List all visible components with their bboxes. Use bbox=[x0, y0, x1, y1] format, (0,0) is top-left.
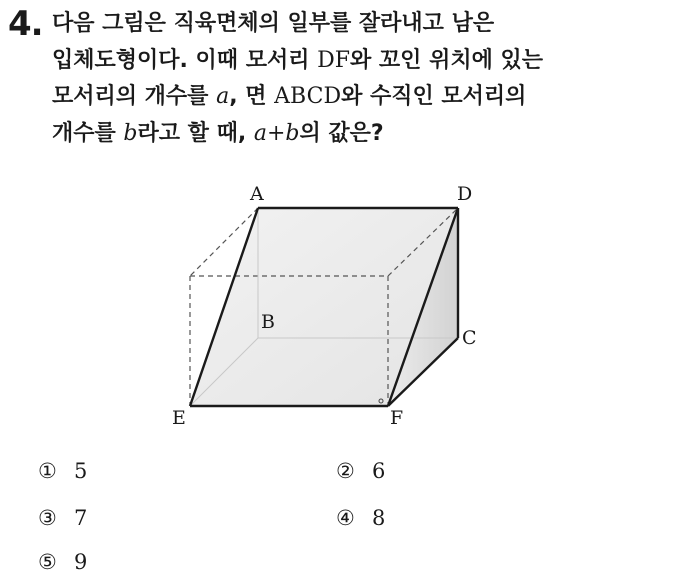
question-line-4b: 라고 할 때, bbox=[137, 120, 254, 146]
question-line-4c: 의 값은? bbox=[299, 120, 384, 146]
question-line-2a: 입체도형이다. 이때 모서리 bbox=[52, 47, 318, 73]
question-line-3a: 모서리의 개수를 bbox=[52, 84, 217, 109]
variable-b: b bbox=[123, 120, 138, 146]
edge-df-label: DF bbox=[317, 47, 351, 73]
choice-1-mark: ① bbox=[38, 459, 57, 483]
choice-4-mark: ④ bbox=[336, 506, 355, 530]
choice-1[interactable] bbox=[38, 459, 87, 483]
choice-2-value: 6 bbox=[372, 459, 386, 483]
question-line-2b: 와 꼬인 위치에 있는 bbox=[350, 47, 544, 73]
vertex-label-b: B bbox=[261, 311, 275, 333]
vertex-label-c: C bbox=[462, 327, 477, 349]
choice-3-value: 7 bbox=[74, 506, 88, 530]
expr-b: b bbox=[285, 120, 300, 146]
choice-3-mark: ③ bbox=[38, 506, 57, 530]
vertex-label-a: A bbox=[250, 183, 264, 205]
vertex-label-f: F bbox=[390, 407, 404, 429]
choice-3[interactable] bbox=[38, 506, 87, 530]
choice-1-value: 5 bbox=[74, 459, 88, 483]
choice-5-value: 9 bbox=[74, 550, 88, 574]
face-abcd-label: ABCD bbox=[274, 84, 342, 109]
choice-2-mark: ② bbox=[336, 459, 355, 483]
question-line-3b: , 면 bbox=[229, 84, 275, 109]
choice-4[interactable] bbox=[336, 506, 385, 530]
choice-2[interactable] bbox=[336, 459, 385, 483]
choice-5[interactable] bbox=[38, 550, 87, 574]
question-line-4a: 개수를 bbox=[52, 120, 124, 146]
question-line-3c: 와 수직인 모서리의 bbox=[341, 84, 527, 109]
question-number: 4. bbox=[8, 4, 43, 44]
expr-plus: + bbox=[266, 120, 286, 146]
vertex-label-e: E bbox=[172, 407, 186, 429]
question-text bbox=[52, 6, 652, 152]
question-line-1: 다음 그림은 직육면체의 일부를 잘라내고 남은 bbox=[52, 11, 495, 36]
variable-a: a bbox=[216, 84, 230, 109]
vertex-label-d: D bbox=[457, 183, 473, 205]
choice-5-mark: ⑤ bbox=[38, 550, 57, 574]
expr-a: a bbox=[253, 120, 267, 146]
choice-4-value: 8 bbox=[372, 506, 386, 530]
solid-figure bbox=[160, 178, 520, 438]
